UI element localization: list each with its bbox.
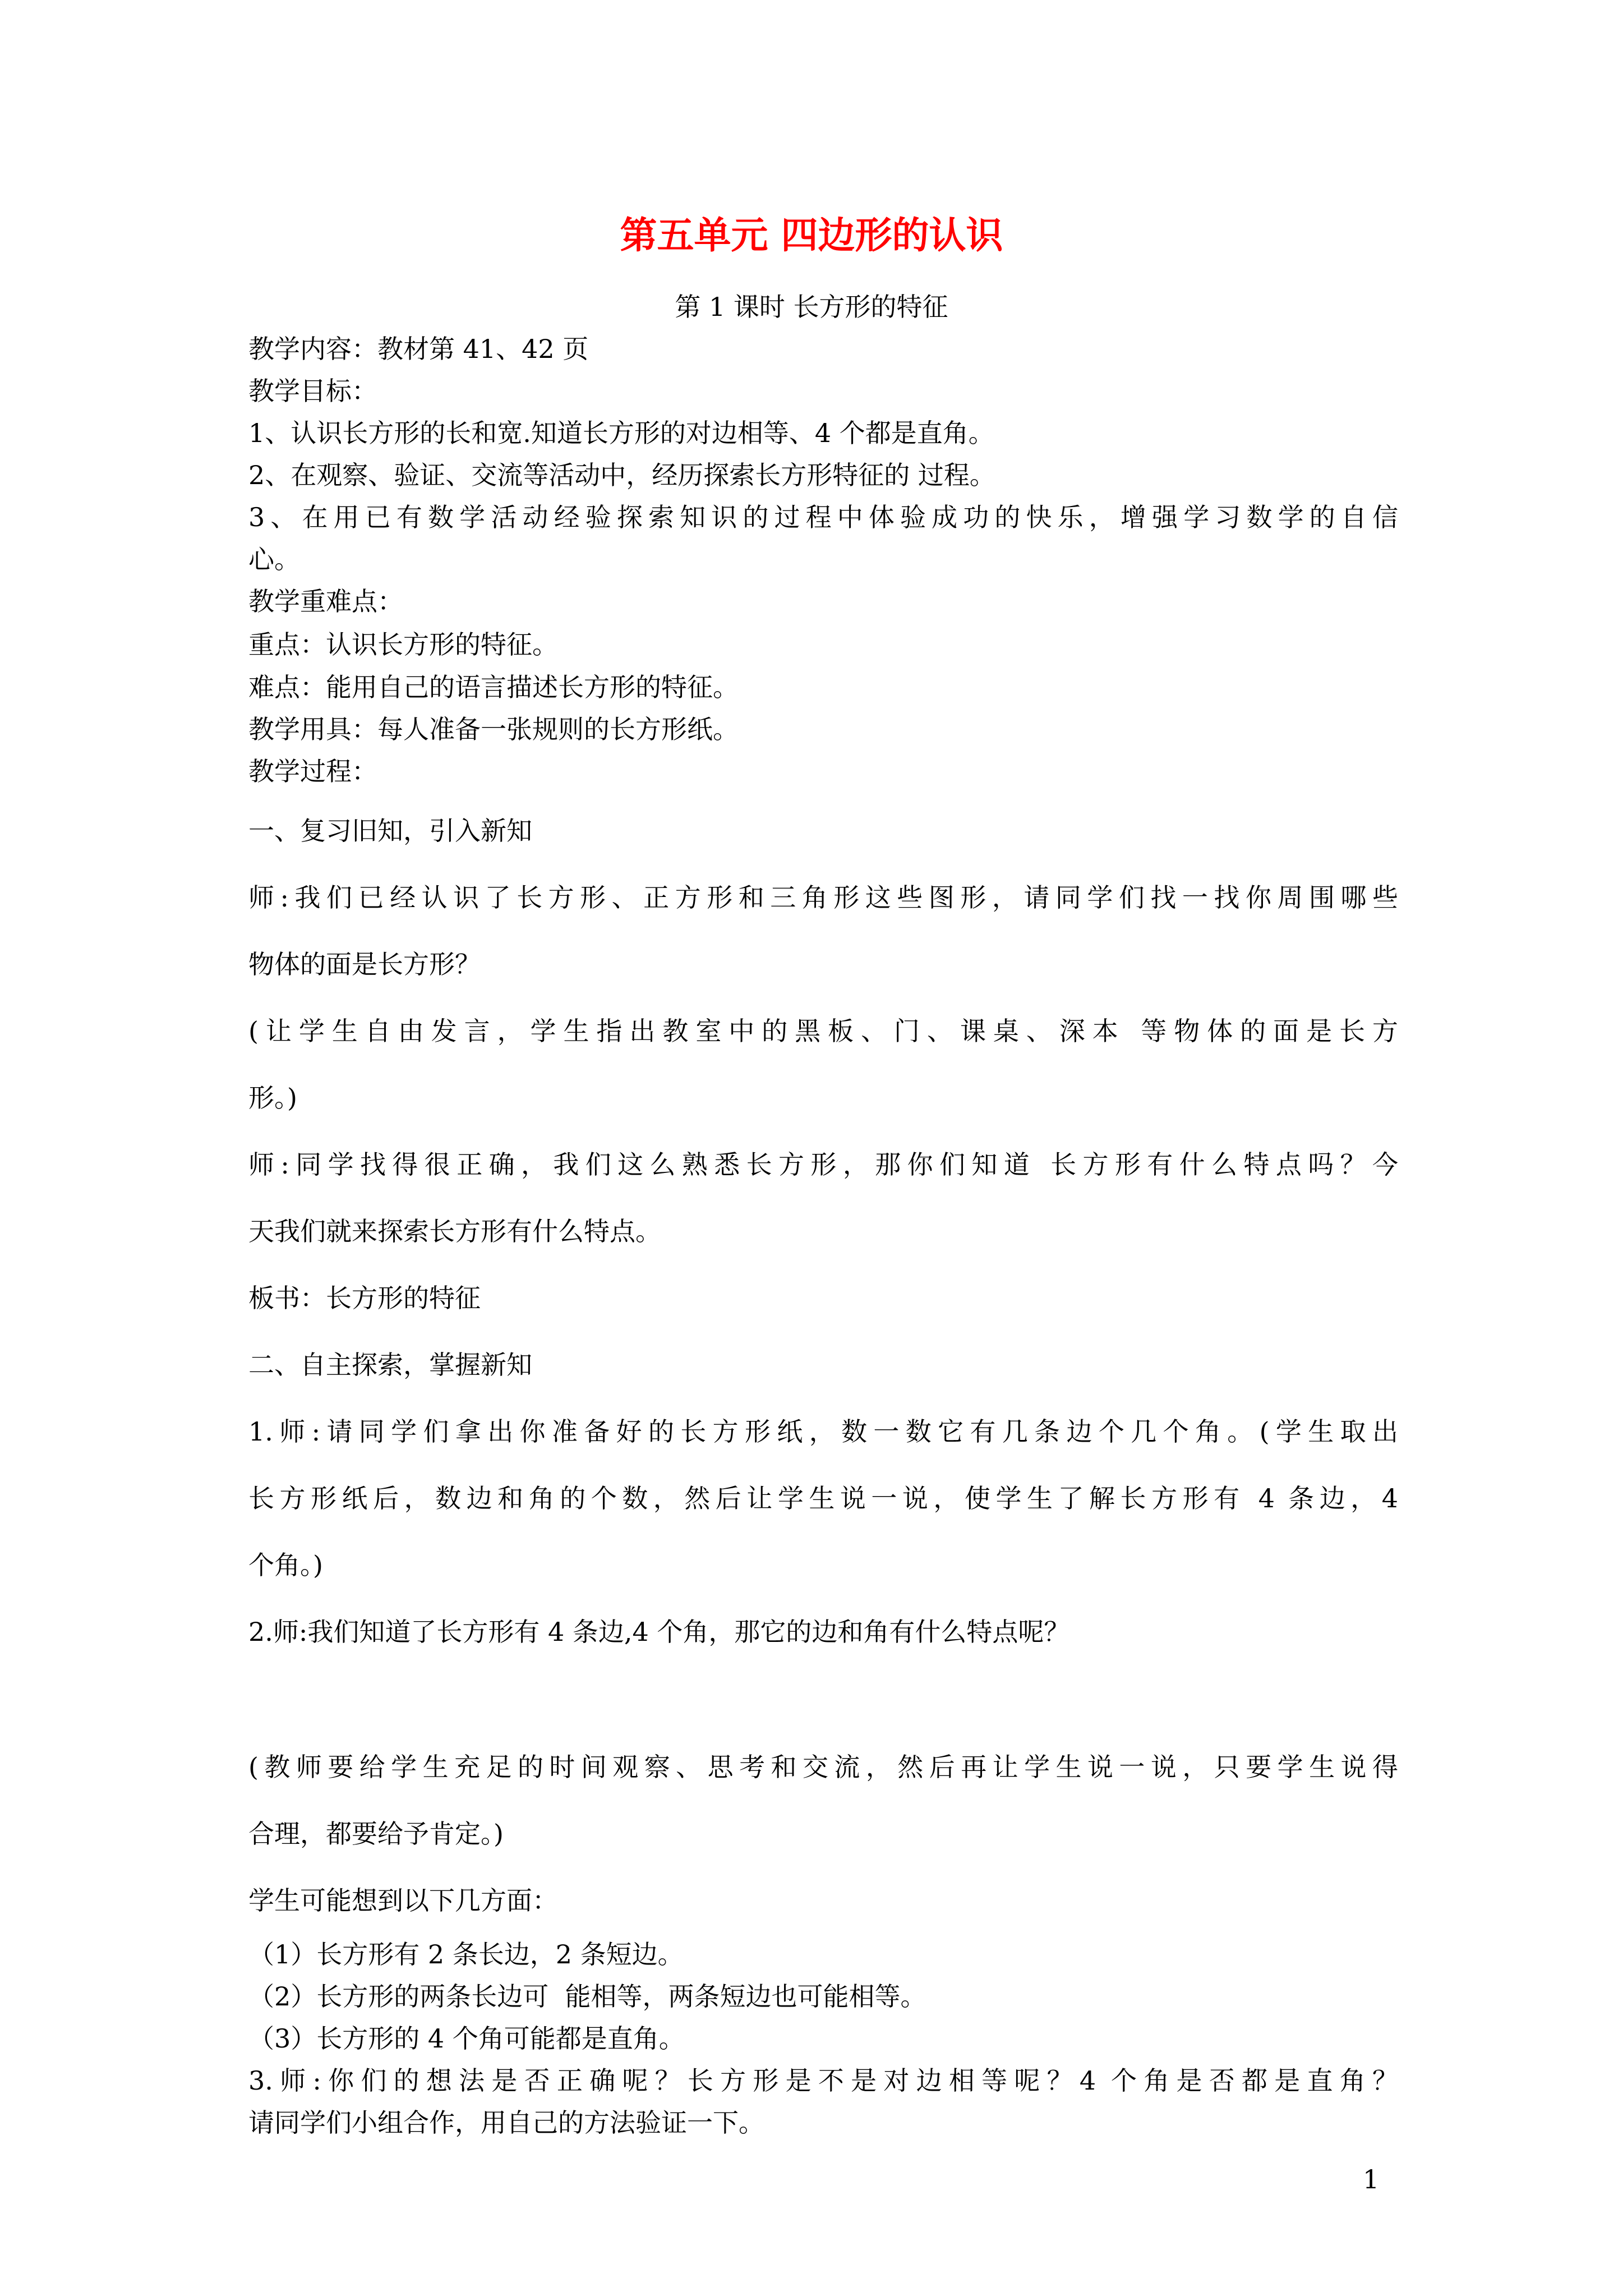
step-heading-1: 一、复习旧知，引入新知 [248,816,532,846]
objective-1: 1、认识长方形的长和宽.知道长方形的对边相等、4 个都是直角。 [248,418,994,448]
list-item-2: （2）长方形的两条长边可 能相等，两条短边也可能相等。 [248,1981,926,2012]
paragraph-1-line-2: 物体的面是长方形？ [248,949,481,979]
section-heading-key-points: 教学重难点： [248,586,403,616]
objective-2: 2、在观察、验证、交流等活动中，经历探索长方形特征的 过程。 [248,460,995,490]
objective-3-line-1: 3、在用已有数学活动经验探索知识的过程中体验成功的快乐，增强学习数学的自信 [248,502,1398,532]
difficult-point: 难点：能用自己的语言描述长方形的特征。 [248,672,739,702]
objective-3-line-2: 心。 [248,544,300,574]
page-number: 1 [1363,2164,1380,2194]
paragraph-4-line-3: 个角。) [248,1550,323,1580]
paragraph-8-line-2: 请同学们小组合作，用自己的方法验证一下。 [248,2108,764,2138]
section-heading-objectives: 教学目标： [248,376,377,406]
paragraph-2-line-1: (让学生自由发言，学生指出教室中的黑板、门、课桌、深本 等物体的面是长方 [248,1016,1398,1046]
paragraph-4-line-2: 长方形纸后，数边和角的个数，然后让学生说一说，使学生了解长方形有 4 条边，4 [248,1483,1398,1513]
paragraph-3-line-1: 师:同学找得很正确，我们这么熟悉长方形，那你们知道 长方形有什么特点吗？今 [248,1149,1398,1180]
paragraph-6-line-2: 合理，都要给予肯定。) [248,1819,504,1849]
paragraph-6-line-1: (教师要给学生充足的时间观察、思考和交流，然后再让学生说一说，只要学生说得 [248,1752,1398,1782]
section-heading-process: 教学过程： [248,756,377,786]
list-item-1: （1）长方形有 2 条长边，2 条短边。 [248,1939,684,1970]
blackboard-writing: 板书：长方形的特征 [248,1283,481,1313]
paragraph-5: 2.师:我们知道了长方形有 4 条边,4 个角，那它的边和角有什么特点呢？ [248,1617,1070,1647]
lesson-subtitle: 第 1 课时 长方形的特征 [675,292,948,322]
paragraph-3-line-2: 天我们就来探索长方形有什么特点。 [248,1216,661,1246]
teaching-materials: 教学用具：每人准备一张规则的长方形纸。 [248,714,739,744]
paragraph-7: 学生可能想到以下几方面： [248,1885,558,1916]
list-item-3: （3）长方形的 4 个角可能都是直角。 [248,2023,685,2054]
key-point: 重点：认识长方形的特征。 [248,629,558,660]
teaching-content: 教学内容：教材第 41、42 页 [248,334,589,364]
paragraph-2-line-2: 形。) [248,1083,297,1113]
step-heading-2: 二、自主探索，掌握新知 [248,1350,532,1380]
paragraph-1-line-1: 师:我们已经认识了长方形、正方形和三角形这些图形，请同学们找一找你周围哪些 [248,882,1398,913]
unit-title: 第五单元 四边形的认识 [620,214,1003,257]
paragraph-4-line-1: 1.师:请同学们拿出你准备好的长方形纸，数一数它有几条边个几个角。(学生取出 [248,1416,1398,1447]
paragraph-8-line-1: 3.师:你们的想法是否正确呢？长方形是不是对边相等呢？4 个角是否都是直角？ [248,2065,1398,2096]
